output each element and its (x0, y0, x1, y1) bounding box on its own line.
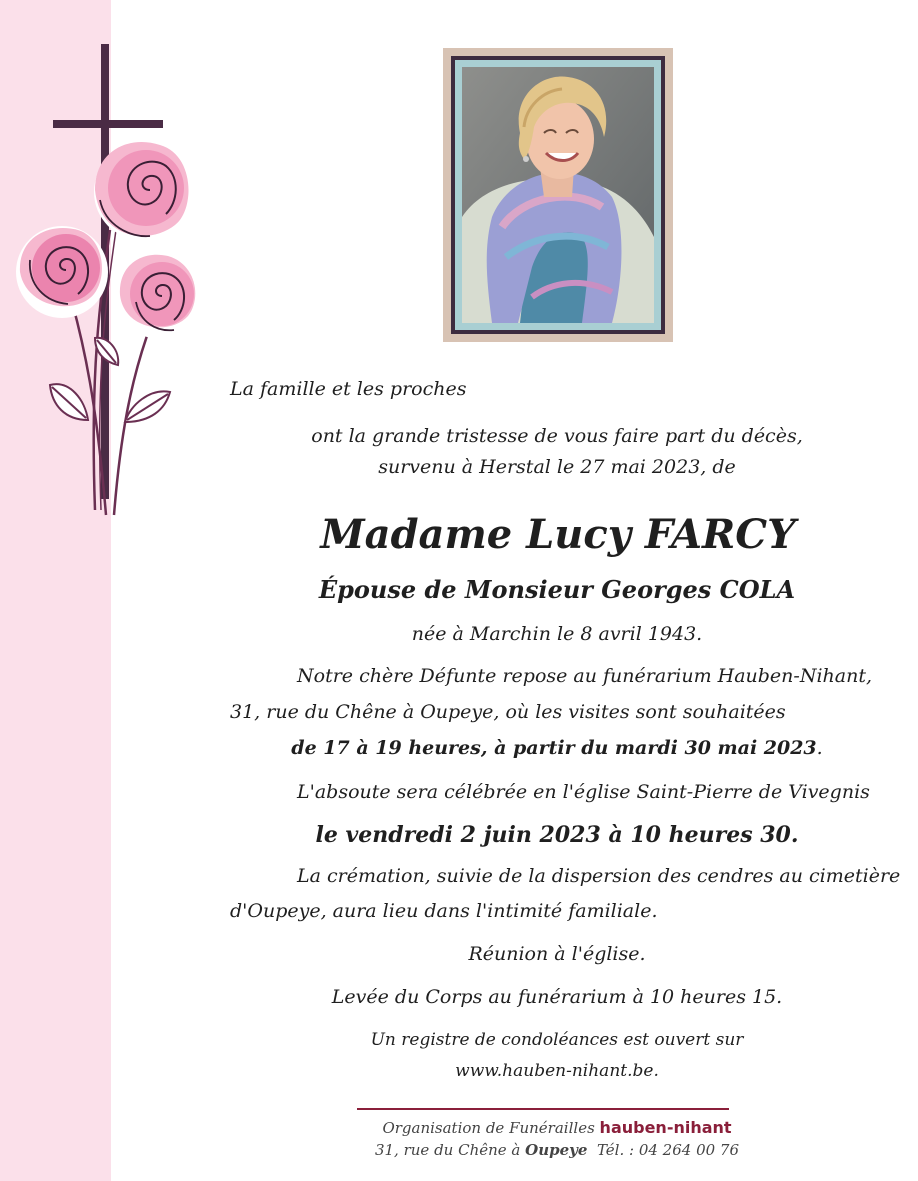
footer-divider (357, 1108, 729, 1110)
footer-phone: Tél. : 04 264 00 76 (596, 1141, 740, 1159)
portrait-photo (462, 67, 654, 323)
rose-top (94, 142, 190, 240)
registry-link[interactable]: www.hauben-nihant.be. (455, 1061, 659, 1081)
rose-right (116, 251, 204, 339)
spouse-line: Épouse de Monsieur Georges COLA (318, 575, 796, 604)
footer-address (375, 1143, 739, 1158)
birth-line: née à Marchin le 8 avril 1943. (411, 623, 703, 645)
repose-line-2: 31, rue du Chêne à Oupeye, où les visites sont souhaitées (230, 701, 786, 723)
footer-org-prefix: Organisation de Funérailles (382, 1119, 600, 1137)
absoute-date: le vendredi 2 juin 2023 à 10 heures 30. (315, 822, 799, 848)
repose-line-1: Notre chère Défunte repose au funérarium Hauben-Nihant, (297, 665, 873, 687)
visit-hours-bold: de 17 à 19 heures, à partir du mardi 30 mai 2023 (291, 737, 817, 759)
cremation-line-2: d'Oupeye, aura lieu dans l'intimité familiale. (230, 900, 658, 922)
brand-logo-text: hauben-nihant (599, 1118, 732, 1137)
leaf-left (50, 384, 88, 420)
cremation-line-1: La crémation, suivie de la dispersion des cendres au cimetière (297, 865, 901, 887)
leaf-middle (95, 338, 118, 365)
intro-line-family: La famille et les proches (230, 378, 467, 400)
visit-hours (291, 739, 822, 758)
footer-organization (382, 1120, 731, 1136)
cross-horizontal (53, 120, 163, 128)
intro-line-death-place: survenu à Herstal le 27 mai 2023, de (378, 456, 736, 478)
footer-address-prefix: 31, rue du Chêne à (374, 1141, 526, 1159)
intro-line-sadness: ont la grande tristesse de vous faire part du décès, (311, 425, 803, 447)
registry-line-1: Un registre de condoléances est ouvert sur (370, 1030, 744, 1050)
leaf-right (125, 391, 170, 422)
reunion-line: Réunion à l'église. (468, 943, 646, 965)
visit-hours-period: . (816, 737, 823, 759)
footer-address-city: Oupeye (525, 1141, 588, 1159)
portrait-frame (443, 48, 673, 342)
absoute-line: L'absoute sera célébrée en l'église Saint-Pierre de Vivegnis (297, 781, 870, 803)
deceased-name: Madame Lucy FARCY (320, 511, 796, 558)
levee-line: Levée du Corps au funérarium à 10 heures 15. (331, 986, 783, 1008)
cross-and-roses-illustration (0, 40, 210, 530)
rose-left (16, 226, 108, 318)
